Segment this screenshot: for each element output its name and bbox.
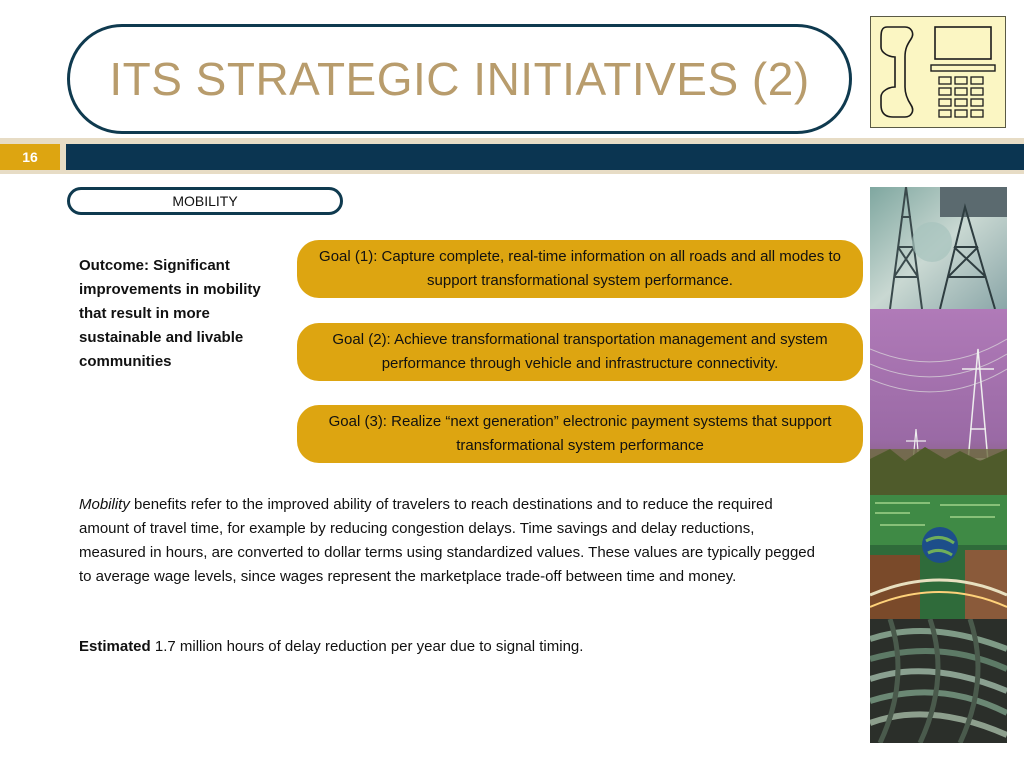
title-frame	[67, 24, 852, 134]
slide-title: ITS STRATEGIC INITIATIVES (2)	[109, 53, 810, 105]
phone-keypad-logo	[870, 16, 1006, 128]
power-lines-photo	[870, 309, 1007, 495]
circuit-globe-photo	[870, 495, 1007, 619]
goal-2-text: Goal (2): Achieve transformational transportation management and system performance through vehicle and infrastructure connectivity.	[332, 331, 828, 372]
goal-3-box	[297, 405, 863, 463]
slide-number: 16	[0, 144, 60, 170]
tower-sky-photo	[870, 187, 1007, 309]
section-label: MOBILITY	[67, 187, 343, 215]
mobility-benefits-text: benefits refer to the improved ability of travelers to reach destinations and to reduce the required amount of travel time, for example by reducing congestion delays. Time savings and delay reductions, measured in hours, are converted to dollar terms using standardized values. These values are typically pegged to average wage levels, since wages represent the marketplace trade-off between time and money.	[79, 496, 815, 585]
estimate-text: 1.7 million hours of delay reduction per year due to signal timing.	[150, 638, 584, 655]
goal-1-text: Goal (1): Capture complete, real-time information on all roads and all modes to support transformational system performance.	[319, 248, 841, 289]
cables-photo	[870, 619, 1007, 743]
phone-keypad-icon	[871, 17, 1004, 126]
mobility-benefits-paragraph	[79, 493, 819, 589]
estimate-paragraph	[79, 635, 819, 659]
photo-strip	[870, 187, 1007, 743]
goal-1-box	[297, 240, 863, 298]
outcome-text: Outcome: Significant improvements in mobility that result in more sustainable and livable communities	[79, 257, 261, 370]
mobility-term: Mobility	[79, 496, 130, 513]
estimate-label: Estimated	[79, 638, 151, 655]
goal-3-text: Goal (3): Realize “next generation” electronic payment systems that support transformational system performance	[328, 413, 832, 454]
goal-2-box	[297, 323, 863, 381]
header-bar	[66, 144, 1024, 170]
